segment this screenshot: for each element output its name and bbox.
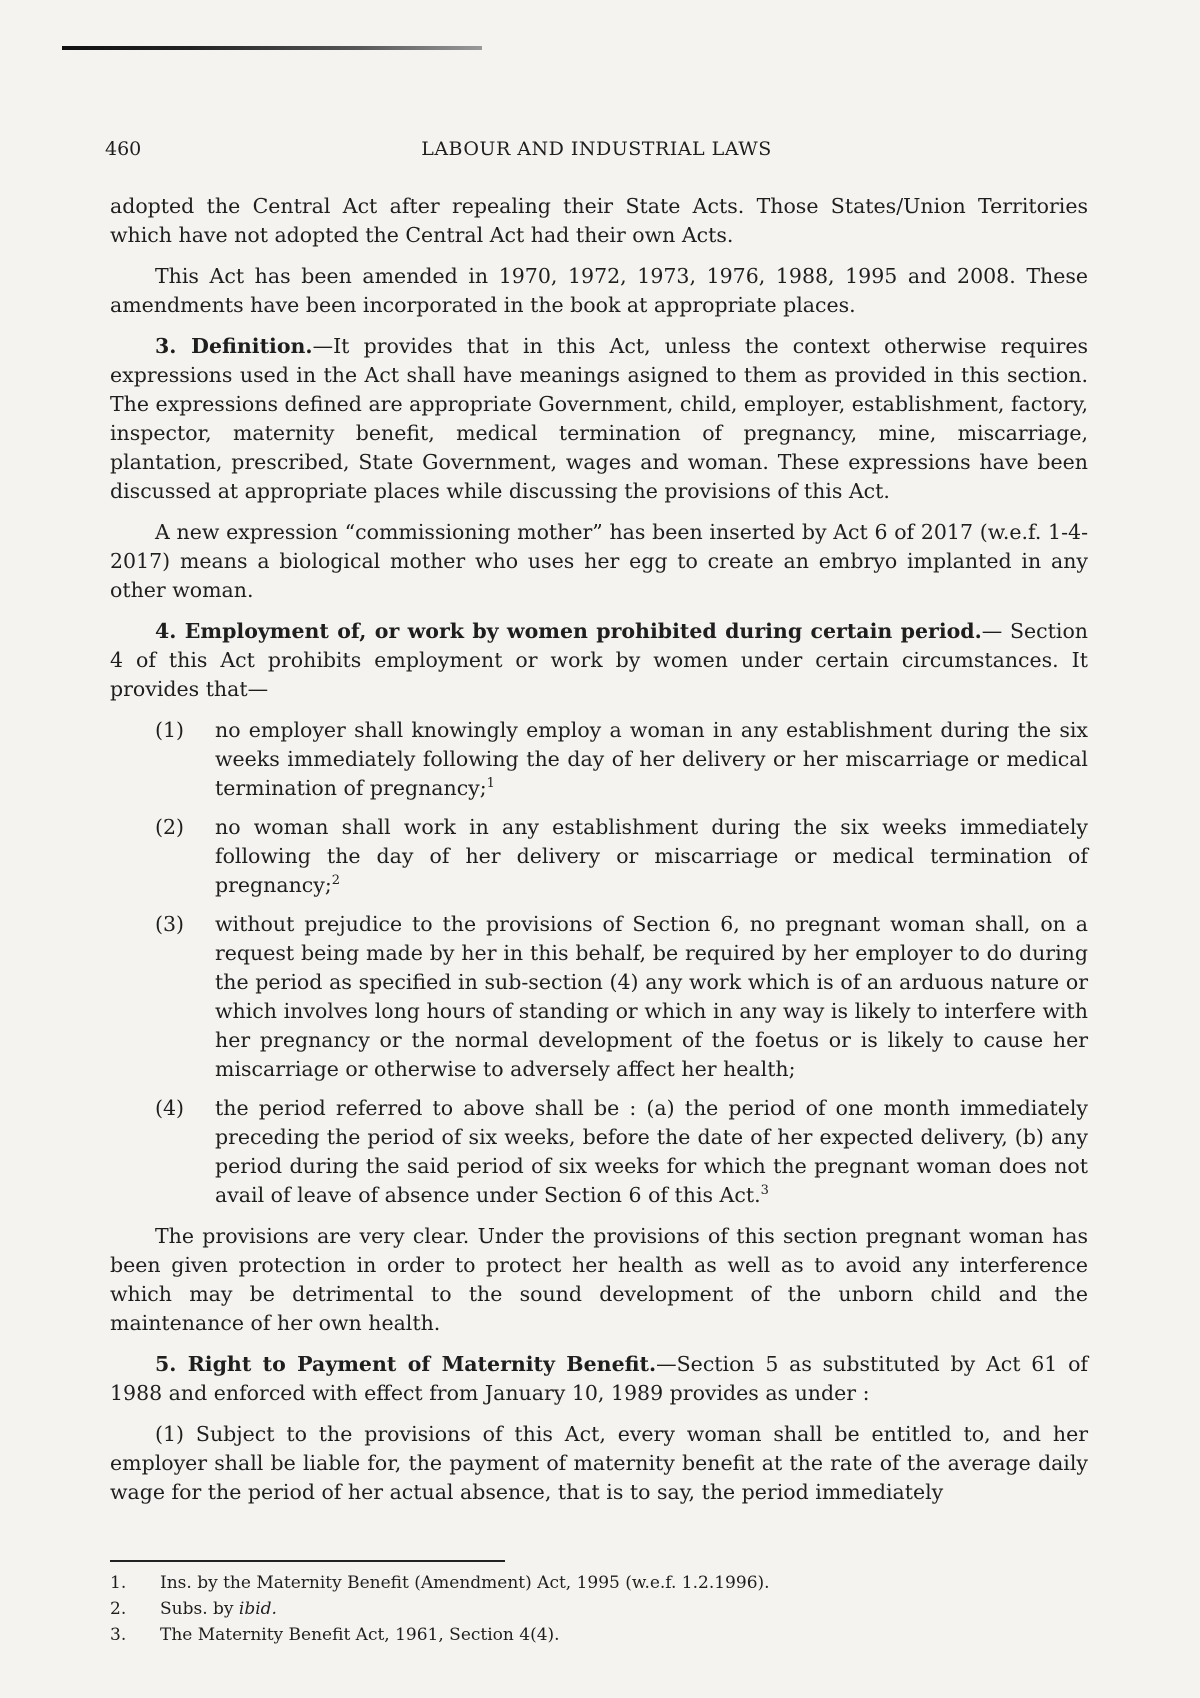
footnote-italic: ibid. [238,1599,277,1619]
list-number: (2) [155,815,185,839]
section-heading: 4. Employment of, or work by women prohibited during certain period. [155,619,982,643]
footnote [110,1570,1088,1596]
footnote-number: 2. [110,1599,127,1619]
footnote-number: 1. [110,1573,127,1593]
footnote-text: Subs. by [160,1599,234,1619]
list-number: (1) [155,718,185,742]
list-number: (4) [155,1096,185,1120]
footnote-text: Ins. by the Maternity Benefit (Amendment) Act, 1995 (w.e.f. 1.2.1996). [160,1573,770,1593]
list-item [110,910,1088,1084]
paragraph: This Act has been amended in 1970, 1972, 1973, 1976, 1988, 1995 and 2008. These amendments have been incorporated in the book at appropriate places. [110,264,1088,317]
page-number: 460 [105,138,142,160]
section-4 [110,617,1088,704]
list-item [110,716,1088,803]
top-rule [62,46,482,50]
list-text: no woman shall work in any establishment during the six weeks immediately following the day of her delivery or miscarriage or medical termination of pregnancy; [215,815,1088,897]
list-item [110,813,1088,900]
paragraph: adopted the Central Act after repealing their State Acts. Those States/Union Territories which have not adopted the Central Act had their own Acts. [110,194,1088,247]
list-text: without prejudice to the provisions of Section 6, no pregnant woman shall, on a request being made by her in this behalf, be required by her employer to do during the period as specified in sub-section (4) any work which is of an arduous nature or which involves long hours of standing or which in any way is likely to interfere with her pregnancy or the normal development of the foetus or is likely to cause her miscarriage or otherwise to adversely affect her health; [215,912,1088,1081]
section-5 [110,1350,1088,1408]
list-text: the period referred to above shall be : (a) the period of one month immediately preceding the period of six weeks, before the date of her expected delivery, (b) any period during the said period of six weeks for which the pregnant woman does not avail of leave of absence under Section 6 of this Act. [215,1096,1088,1207]
footnote-ref: 1 [486,776,495,792]
footnote-text: The Maternity Benefit Act, 1961, Section 4(4). [160,1625,560,1645]
list-text: no employer shall knowingly employ a woman in any establishment during the six weeks immediately following the day of her delivery or her miscarriage or medical termination of pregnancy; [215,718,1088,800]
footnote-ref: 3 [760,1183,769,1199]
footnotes [110,1570,1088,1648]
provisions-list [110,716,1088,1210]
paragraph: (1) Subject to the provisions of this Act, every woman shall be entitled to, and her employer shall be liable for, the payment of maternity benefit at the rate of the average daily wage for the period of her actual absence, that is to say, the period immediately [110,1422,1088,1504]
section-text: —It provides that in this Act, unless the context otherwise requires expressions used in the Act shall have meanings asigned to them as provided in this section. The expressions defined are appropriate Government, child, employer, establishment, factory, inspector, maternity benefit, medical termination of pregnancy, mine, miscarriage, plantation, prescribed, State Government, wages and woman. These expressions have been discussed at appropriate places while discussing the provisions of this Act. [110,334,1088,503]
running-head: LABOUR AND INDUSTRIAL LAWS [421,138,772,160]
section-heading: 5. Right to Payment of Maternity Benefit. [155,1352,657,1376]
page-header [105,138,1088,160]
footnote-ref: 2 [331,873,341,889]
section-text: — Section 4 of this Act prohibits employment or work by women under certain circumstances. It provides that— [110,619,1089,701]
page-body [110,192,1088,1519]
section-text: —Section 5 as substituted by Act 61 of 1988 and enforced with effect from January 10, 1989 provides as under : [110,1352,1088,1405]
section-3 [110,332,1088,506]
list-number: (3) [155,912,185,936]
footnote-rule [110,1560,505,1562]
paragraph: A new expression “commissioning mother” has been inserted by Act 6 of 2017 (w.e.f. 1-4-2017) means a biological mother who uses her egg to create an embryo implanted in any other woman. [110,520,1088,602]
section-heading: 3. Definition. [155,334,313,358]
list-item [110,1094,1088,1210]
paragraph: The provisions are very clear. Under the provisions of this section pregnant woman has been given protection in order to protect her health as well as to avoid any interference which may be detrimental to the sound development of the unborn child and the maintenance of her own health. [110,1224,1088,1335]
footnote-number: 3. [110,1625,127,1645]
footnote [110,1596,1088,1622]
footnote [110,1622,1088,1648]
